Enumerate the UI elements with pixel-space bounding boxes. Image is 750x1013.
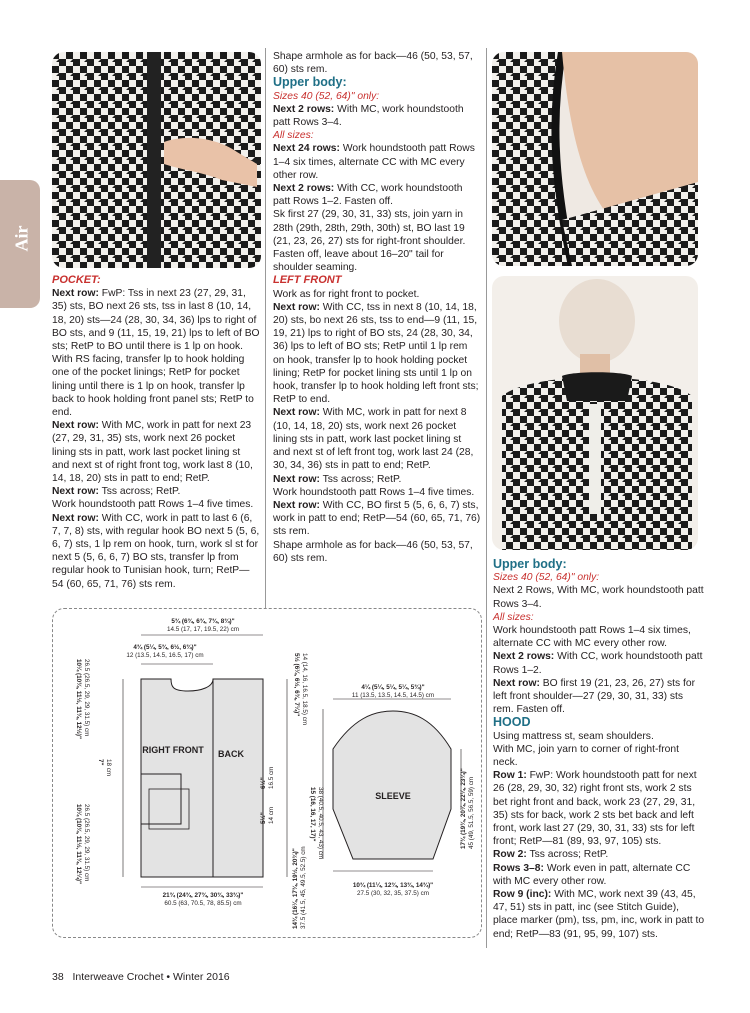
- dim-left-bottom: 10¼ (10¾, 11½, 11¾, 12¼)": [75, 804, 82, 885]
- section-tab: Air: [0, 180, 40, 308]
- pocket-photo: [52, 52, 261, 268]
- paragraph: Next row: BO first 19 (21, 23, 26, 27) sts for left front shoulder—27 (29, 30, 31, 33) sts rem. Fasten off.: [493, 677, 696, 716]
- paragraph: Rows 3–8: Work even in patt, alternate CC with MC every other row.: [493, 862, 691, 887]
- column-rule: [486, 48, 487, 948]
- paragraph: Work houndstooth patt Rows 1–4 six times, alternate CC with MC every other row.: [493, 625, 691, 650]
- paragraph: Row 1: FwP: Work houndstooth patt for next 26 (28, 29, 30, 32) right front sts, work 2 sts bet right front and back, work 23 (27, 29, 31, 35) sts for back, work 2 sts bet back and left front, work last 27 (29, 30, 31, 33) sts for left front; RetP—81 (89, 93, 97, 105) sts.: [493, 770, 697, 848]
- dim-pocket-height: 7": [97, 759, 104, 766]
- dim-bottom-cm: 60.5 (63, 70.5, 78, 85.5) cm: [164, 900, 242, 907]
- sizes-note: Sizes 40 (52, 64)" only:: [273, 90, 380, 102]
- dim-cap-top: 4¼ (5¼, 5¼, 5¼, 5¾)": [361, 684, 425, 691]
- dim-sleeve-length: 15 (16, 16, 17, 17)": [309, 787, 316, 842]
- paragraph: With MC, join yarn to corner of right-front neck.: [493, 743, 679, 769]
- dim-top-cm: 14.5 (17, 17, 19.5, 22) cm: [166, 626, 240, 633]
- column-3: [493, 558, 705, 941]
- paragraph: Using mattress st, seam shoulders.: [493, 730, 654, 742]
- paragraph: Row 9 (inc): With MC, work next 39 (43, 45, 47, 51) sts in patt, inc (see Stitch Guide), place marker (pm), tss, pm, inc, work in patt to end; RetP—83 (91, 95, 99, 107) sts.: [493, 889, 705, 940]
- hood-heading: HOOD: [493, 715, 531, 730]
- paragraph: Next row: With CC, BO first 5 (5, 6, 6, 7) sts, work in patt to end; RetP—54 (60, 65, 71, 76) sts rem.: [273, 499, 481, 538]
- dim-cap-top-cm: 11 (13.5, 13.5, 14.5, 14.5) cm: [351, 692, 435, 699]
- dim-shoulder-cm: 12 (13.5, 14.5, 16.5, 17) cm: [126, 652, 204, 659]
- upper-body-heading: Upper body:: [493, 557, 567, 571]
- paragraph: Next 24 rows: Work houndstooth patt Rows 1–4 six times, alternate CC with MC every other row.: [273, 143, 475, 181]
- dim-pocket-depth: 5½": [260, 812, 267, 824]
- paragraph: Next 2 rows: With MC, work houndstooth patt Rows 3–4.: [273, 103, 464, 129]
- dim-hip: 14¾ (16¼, 17¾, 19½, 20¾)": [292, 848, 299, 929]
- dim-hip-cm: 37.5 (41.5, 45, 49.5, 52.5) cm: [300, 846, 307, 929]
- page-number: 38: [52, 971, 64, 983]
- dim-upper-arm: 17¾ (19¾, 20¼, 22¼, 23¼)": [460, 768, 467, 849]
- paragraph: Next row: Tss across; RetP.: [52, 486, 181, 498]
- sleeve-label: SLEEVE: [375, 791, 411, 801]
- paragraph: Next 2 Rows, With MC, work houndstooth patt Rows 3–4.: [493, 585, 704, 610]
- paragraph: Work as for right front to pocket.: [273, 288, 420, 300]
- dim-pocket-height-cm: 18 cm: [105, 759, 112, 777]
- dim-cap-height: 5½ (6¼, 6½, 6¾, 7¼)": [293, 653, 300, 717]
- paragraph: Row 2: Tss across; RetP.: [493, 849, 609, 861]
- paragraph: Next row: With MC, work in patt for next 23 (27, 29, 31, 35) sts, work next 26 pocket lining sts in patt, work last pocket lining st and next st of right front tog, work last 8 (10, 14, 18, 20) sts in patt to end; RetP.: [52, 420, 253, 485]
- back-photo: [492, 276, 698, 550]
- dim-upper-arm-cm: 45 (49, 51.5, 56.5, 59) cm: [468, 776, 475, 849]
- schematic-box: [52, 608, 482, 938]
- paragraph: Next row: Tss across; RetP.: [273, 473, 402, 485]
- upper-body-heading: Upper body:: [273, 75, 347, 90]
- dim-pocket-depth-cm: 14 cm: [268, 806, 275, 824]
- dim-sleeve-length-cm: 38 (40.5, 40.5, 43, 43) cm: [317, 787, 324, 860]
- column-1: [52, 274, 260, 591]
- dim-bottom: 21¾ (24¾, 27¾, 30¾, 33¾)": [162, 892, 244, 899]
- paragraph: Next row: With CC, tss in next 8 (10, 14, 18, 20) sts, bo next 26 sts, tss to end—9 (11, 15, 19, 21) lps to right of BO sts, 24 (28, 30, 34, 36) lps to left of BO sts; RetP until 1 lp rem on hook, transfer lp to hook holding pocket lining; RetP for pocket lining sts until 1 lp on hook, transfer lp to hook holding left front sts; RetP to end.: [273, 301, 479, 406]
- column-2: [273, 50, 481, 565]
- dim-pocket-width: 6½": [260, 777, 267, 789]
- paragraph: Next row: With MC, work in patt for next 8 (10, 14, 18, 20) sts, work next 26 pocket lining sts in patt, work last pocket lining st and next st of left front tog, work last 24 (28, 30, 34, 36) sts in patt to end; RetP.: [273, 407, 474, 472]
- paragraph: Sk first 27 (29, 30, 31, 33) sts, join yarn in 28th (29th, 28th, 29th, 30th) st, BO last 19 (21, 23, 26, 27) sts for right-front shoulder. Fasten off, leave about 16–20" tail for shoulder seaming.: [273, 209, 466, 274]
- paragraph: Shape armhole as for back—46 (50, 53, 57, 60) sts rem.: [273, 539, 473, 564]
- dim-cuff-cm: 27.5 (30, 32, 35, 37.5) cm: [356, 890, 430, 897]
- paragraph: Next 2 rows: With CC, work houndstooth patt Rows 1–2.: [493, 651, 703, 676]
- column-rule: [265, 48, 266, 608]
- dim-left-top-cm: 26.5 (26.5, 29, 29, 31.5) cm: [83, 659, 90, 737]
- left-front-heading: LEFT FRONT: [273, 274, 342, 287]
- sizes-note: All sizes:: [273, 130, 314, 142]
- issue: Winter 2016: [173, 971, 230, 983]
- dim-pocket-width-cm: 16.5 cm: [268, 766, 275, 789]
- dim-cap-height-cm: 14 (14, 16, 16.5, 18.5) cm: [301, 653, 308, 726]
- paragraph: Next 2 rows: With CC, work houndstooth patt Rows 1–2. Fasten off.: [273, 183, 463, 208]
- page-footer: 38 Interweave Crochet • Winter 2016: [52, 971, 230, 983]
- magazine-name: Interweave Crochet: [72, 971, 164, 983]
- right-front-label: RIGHT FRONT: [142, 745, 204, 755]
- paragraph: Next row: FwP: Tss in next 23 (27, 29, 31, 35) sts, BO next 26 sts, tss in last 8 (10, 14, 18, 20) sts—24 (28, 30, 34, 36) lps to right of BO sts, and 9 (11, 15, 19, 21) lps to left of BO sts; RetP to BO until there is 1 lp on hook. With RS facing, transfer lp to hook holding one of the pocket linings; RetP for pocket lining until there is 1 lp on hook, transfer lp back to hook holding front panel sts; RetP to end.: [52, 288, 260, 419]
- dim-shoulder: 4¾ (5¼, 5¾, 6½, 6¾)": [133, 644, 197, 651]
- sizes-note: All sizes:: [493, 611, 534, 623]
- back-label: BACK: [218, 749, 244, 759]
- dim-left-bottom-cm: 26.5 (26.5, 29, 29, 31.5) cm: [83, 804, 90, 882]
- paragraph: Next row: With CC, work in patt to last 6 (6, 7, 7, 8) sts, with regular hook BO next 5 (5, 6, 6, 7) sts, 1 lp rem on hook, turn, work sl st for next 5 (5, 6, 6, 7) BO sts, transfer lp from regular hook to Tunisian hook, turn; RetP—54 (60, 65, 71, 76) sts rem.: [52, 512, 260, 590]
- hood-photo: [492, 52, 698, 266]
- pocket-heading: POCKET:: [52, 274, 101, 286]
- paragraph: Work houndstooth patt Rows 1–4 five times.: [273, 486, 475, 498]
- dim-cuff: 10¾ (11¼, 12¾, 13¾, 14¾)": [352, 882, 434, 889]
- dim-left-top: 10¼ (10¾, 11½, 11¾, 12½)": [75, 659, 82, 740]
- sizes-note: Sizes 40 (52, 64)" only:: [493, 572, 600, 584]
- dim-top: 5¾ (6¾, 6¾, 7¾, 8¾)": [171, 618, 235, 625]
- paragraph: Shape armhole as for back—46 (50, 53, 57, 60) sts rem.: [273, 51, 473, 76]
- paragraph: Work houndstooth patt Rows 1–4 five times.: [52, 499, 254, 511]
